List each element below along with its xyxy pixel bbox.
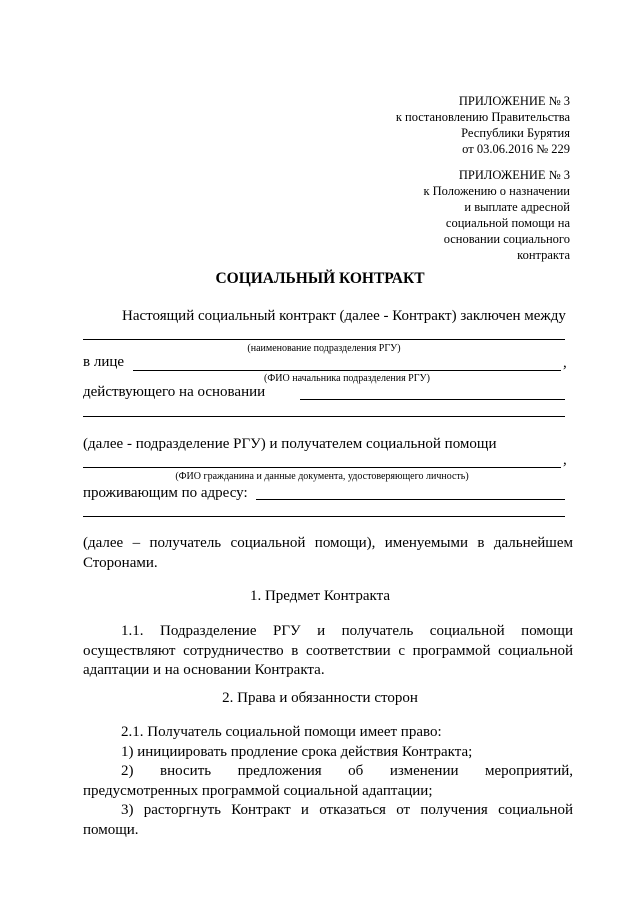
appendix-line: ПРИЛОЖЕНИЕ № 3	[458, 94, 570, 108]
citizen-field-line	[83, 467, 561, 468]
rgu-name-field-line	[83, 339, 565, 340]
head-name-caption: (ФИО начальника подразделения РГУ)	[264, 373, 430, 384]
address-field-line-2	[83, 516, 565, 517]
appendix-gov-resolution	[396, 93, 570, 157]
section-2-item: 1) инициировать продление срока действия Контракта;	[121, 743, 473, 760]
appendix-line: от 03.06.2016 № 229	[462, 142, 570, 156]
in-person-label: в лице	[83, 354, 125, 370]
comma: ,	[563, 355, 567, 371]
head-name-field-line	[133, 370, 561, 371]
appendix-line: к постановлению Правительства	[395, 110, 570, 124]
citizen-caption: (ФИО гражданина и данные документа, удостоверяющего личность)	[175, 471, 469, 482]
section-1-text: 1.1. Подразделение РГУ и получатель социальной помощи осуществляют сотрудничество в соответствии с программой социальной адаптации и на основании Контракта.	[83, 623, 573, 678]
acting-basis-field-line	[300, 399, 565, 400]
residing-label: проживающим по адресу:	[83, 485, 248, 501]
rgu-recipient-text: (далее - подразделение РГУ) и получателем социальной помощи	[83, 436, 497, 452]
comma: ,	[563, 452, 567, 468]
address-field-line	[256, 499, 565, 500]
appendix-line: контракта	[517, 248, 570, 262]
section-2-item: 3) расторгнуть Контракт и отказаться от получения социальной помощи.	[83, 802, 573, 838]
appendix-line: к Положению о назначении	[423, 184, 570, 198]
acting-basis-label: действующего на основании	[83, 384, 266, 400]
document-title: СОЦИАЛЬНЫЙ КОНТРАКТ	[215, 270, 425, 287]
section-2-item: 2.1. Получатель социальной помощи имеет право:	[121, 724, 442, 740]
acting-basis-field-line-2	[83, 416, 565, 417]
appendix-line: социальной помощи на	[445, 216, 570, 230]
intro-text: Настоящий социальный контракт (далее - Контракт) заключен между	[122, 308, 566, 324]
rgu-name-caption: (наименование подразделения РГУ)	[247, 343, 401, 354]
section-2-item: 2) вносить предложения об изменении мероприятий, предусмотренных программой социальной адаптации;	[83, 763, 573, 799]
appendix-line: ПРИЛОЖЕНИЕ № 3	[458, 168, 570, 182]
appendix-regulation	[423, 167, 570, 263]
section-2-heading: 2. Права и обязанности сторон	[222, 690, 418, 706]
appendix-line: и выплате адресной	[464, 200, 570, 214]
parties-paragraph: (далее – получатель социальной помощи), именуемыми в дальнейшем Сторонами.	[83, 535, 573, 571]
appendix-line: Республики Бурятия	[461, 126, 570, 140]
section-1-heading: 1. Предмет Контракта	[249, 588, 391, 604]
appendix-line: основании социального	[443, 232, 570, 246]
